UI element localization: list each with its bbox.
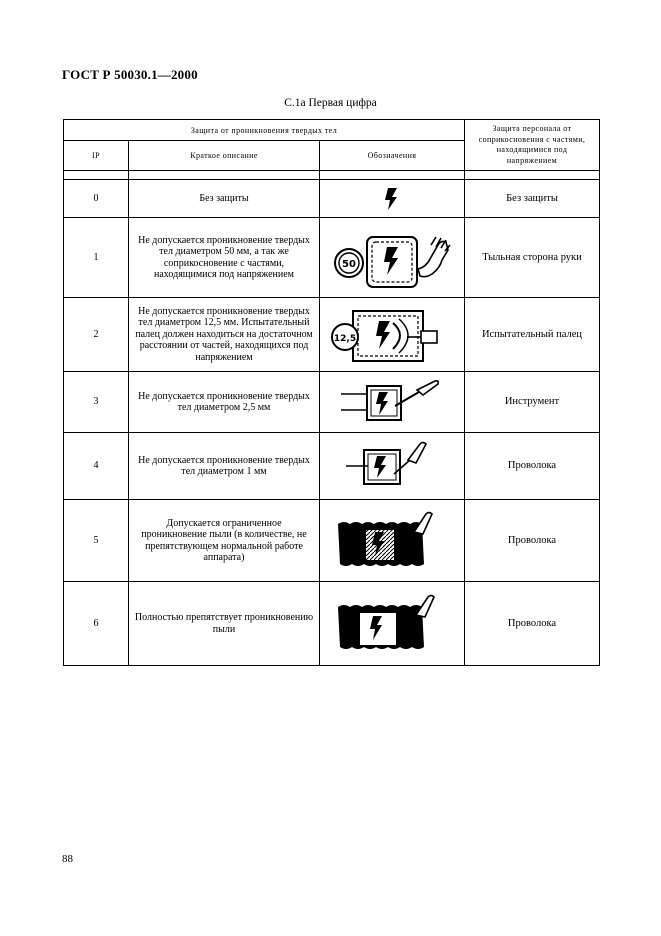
table-row: [64, 433, 600, 500]
ip-code: 5: [64, 500, 129, 582]
test-finger-icon: [327, 303, 457, 367]
table-row: [64, 500, 600, 582]
header-description: Краткое описание: [129, 141, 320, 171]
symbol-cell: [320, 433, 465, 500]
row-description: Не допускается проникновение твердых тел диаметром 50 мм, а так же соприкосновение с частями, находящимися под напряжением: [129, 218, 320, 298]
wire-icon: [342, 438, 442, 494]
protection-cell: Без защиты: [465, 180, 600, 218]
table-row: [64, 372, 600, 433]
header-personnel-protection: [465, 120, 600, 171]
protection-cell: Тыльная сторона руки: [465, 218, 600, 298]
ip-first-digit-table: [63, 119, 600, 666]
ip-code: 6: [64, 582, 129, 666]
table-row: [64, 298, 600, 372]
symbol-cell: [320, 582, 465, 666]
row-description: Не допускается проникновение твердых тел диаметром 2,5 мм: [129, 372, 320, 433]
ip-code: 4: [64, 433, 129, 500]
ip-code: 0: [64, 180, 129, 218]
header-symbol: Обозначения: [320, 141, 465, 171]
ip-code: 3: [64, 372, 129, 433]
document-standard-title: ГОСТ Р 50030.1—2000: [62, 67, 198, 82]
back-of-hand-icon: [327, 223, 457, 293]
symbol-cell: [320, 500, 465, 582]
table-caption: С.1а Первая цифра: [284, 97, 377, 109]
ip-code: 2: [64, 298, 129, 372]
row-description: Не допускается проникновение твердых тел диаметром 1 мм: [129, 433, 320, 500]
row-description: Полностью препятствует проникновению пыли: [129, 582, 320, 666]
symbol-cell: [320, 218, 465, 298]
header-group-title: Защита от проникновения твердых тел: [64, 120, 465, 141]
protection-cell: Проволока: [465, 582, 600, 666]
row-description: Без защиты: [129, 180, 320, 218]
protection-cell: Испытательный палец: [465, 298, 600, 372]
protection-cell: Инструмент: [465, 372, 600, 433]
ip-code: 1: [64, 218, 129, 298]
probe-diameter-label: 50: [342, 258, 356, 270]
header-ip: IP: [64, 141, 129, 171]
header-personnel-protection-text: Защита персонала от соприкосновения с частями, находящимися под напряжением: [478, 124, 586, 165]
protection-cell: Проволока: [465, 500, 600, 582]
table-row: [64, 180, 600, 218]
table-row: [64, 218, 600, 298]
dust-tight-icon: [330, 591, 454, 657]
protection-cell: Проволока: [465, 433, 600, 500]
row-description: Не допускается проникновение твердых тел диаметром 12,5 мм. Испытательный палец должен находиться на достаточном расстоянии от частей, находящихся под напряжением: [129, 298, 320, 372]
symbol-cell: [320, 180, 465, 218]
probe-diameter-label: 12,5: [333, 333, 357, 344]
row-description: Допускается ограниченное проникновение пыли (в количестве, не препятствующем нормальной работе аппарата): [129, 500, 320, 582]
bolt-icon: [382, 186, 402, 212]
symbol-cell: [320, 372, 465, 433]
symbol-cell: [320, 298, 465, 372]
tool-icon: [337, 378, 447, 426]
page-number: 88: [62, 853, 73, 865]
table-row: [64, 582, 600, 666]
dust-protected-icon: [330, 508, 454, 574]
